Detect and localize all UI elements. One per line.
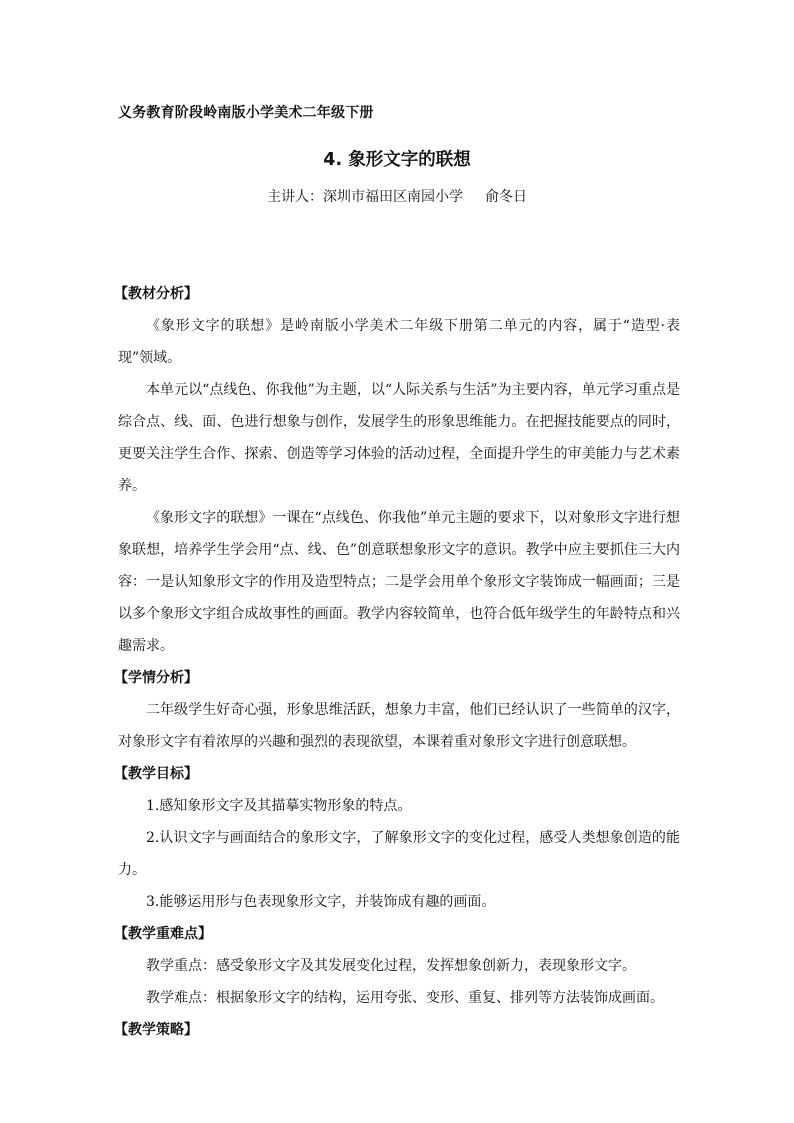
keypoint-item-1: 教学重点：感受象形文字及其发展变化过程，发挥想象创新力，表现象形文字。 xyxy=(146,958,636,974)
material-paragraph-3: 《象形文字的联想》一课在“点线色、你我他”单元主题的要求下，以对象形文字进行想象联想，培养学生学会用“点、线、色”创意联想象形文字的意识。教学中应主要抓住三大内容：一是认知象形文字的作用及造型特点；二是学会用单个象形文字装饰成一幅画面；三是以多个象形文字组合成故事性的画面。教学内容较简单，也符合低年级学生的年龄特点和兴趣需求。 xyxy=(118,510,680,654)
document-body xyxy=(114,278,680,1046)
section-heading-strategy: 【教学策略】 xyxy=(114,1022,198,1038)
material-paragraph-2: 本单元以“点线色、你我他”为主题，以“人际关系与生活”为主要内容，单元学习重点是综合点、线、面、色进行想象与创作，发展学生的形象思维能力。在把握技能要点的同时，更要关注学生合作、探索、创造等学习体验的活动过程，全面提升学生的审美能力与艺术素养。 xyxy=(118,382,680,494)
presenter-line xyxy=(0,186,794,206)
keypoint-item-2: 教学难点：根据象形文字的结构，运用夸张、变形、重复、排列等方法装饰成画面。 xyxy=(146,990,664,1006)
section-heading-material: 【教材分析】 xyxy=(114,286,198,302)
section-heading-goals: 【教学目标】 xyxy=(114,766,198,782)
goal-item-3: 3.能够运用形与色表现象形文字，并装饰成有趣的画面。 xyxy=(146,894,496,910)
series-title: 义务教育阶段岭南版小学美术二年级下册 xyxy=(118,105,374,121)
goal-item-1: 1.感知象形文字及其描摹实物形象的特点。 xyxy=(146,798,412,814)
presenter-label: 主讲人：深圳市福田区南园小学 xyxy=(267,189,463,205)
material-paragraph-1: 《象形文字的联想》是岭南版小学美术二年级下册第二单元的内容，属于“造型·表现”领域。 xyxy=(118,318,680,366)
students-paragraph-1: 二年级学生好奇心强，形象思维活跃，想象力丰富，他们已经认识了一些简单的汉字，对象形文字有着浓厚的兴趣和强烈的表现欲望，本课着重对象形文字进行创意联想。 xyxy=(118,702,680,750)
lesson-title: 4. 象形文字的联想 xyxy=(323,150,471,170)
presenter-name: 俞冬日 xyxy=(485,189,527,205)
section-heading-students: 【学情分析】 xyxy=(114,670,198,686)
section-heading-keypoints: 【教学重难点】 xyxy=(114,926,212,942)
goal-item-2: 2.认识文字与画面结合的象形文字，了解象形文字的变化过程，感受人类想象创造的能力。 xyxy=(118,830,680,878)
